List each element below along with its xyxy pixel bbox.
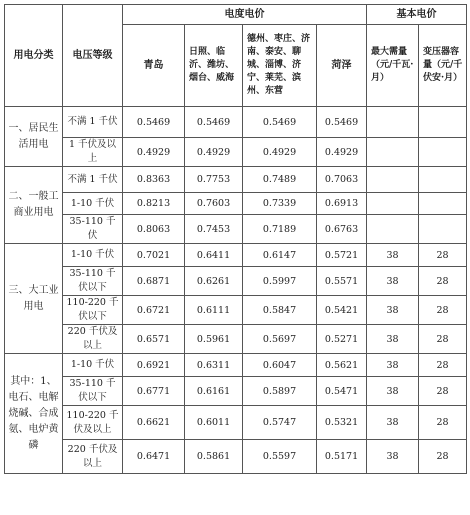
transformer-capacity-cell: 28 [419,296,467,325]
price-cell: 0.5571 [317,267,367,296]
price-cell: 0.5469 [123,107,185,138]
category-cell: 一、居民生活用电 [5,107,63,167]
max-demand-cell: 38 [367,267,419,296]
price-cell: 0.5171 [317,440,367,474]
table-row [5,107,467,138]
max-demand-cell: 38 [367,406,419,440]
price-cell: 0.5861 [185,440,243,474]
voltage-cell: 220 千伏及以上 [63,325,123,354]
price-cell: 0.5897 [243,377,317,406]
voltage-cell: 110-220 千伏及以上 [63,406,123,440]
table-row [5,354,467,377]
price-cell: 0.6763 [317,215,367,244]
voltage-cell: 1-10 千伏 [63,193,123,215]
price-cell: 0.5997 [243,267,317,296]
voltage-cell: 35-110 千伏以下 [63,377,123,406]
price-cell: 0.5271 [317,325,367,354]
price-cell: 0.5469 [317,107,367,138]
max-demand-cell: 38 [367,440,419,474]
table-row [5,296,467,325]
voltage-cell: 1-10 千伏 [63,244,123,267]
price-cell: 0.7603 [185,193,243,215]
price-cell: 0.5721 [317,244,367,267]
header-region-heze: 菏泽 [317,25,367,107]
price-cell: 0.6721 [123,296,185,325]
price-cell: 0.6471 [123,440,185,474]
voltage-cell: 不满 1 千伏 [63,107,123,138]
table-row [5,244,467,267]
max-demand-cell: 38 [367,244,419,267]
header-energy-price: 电度电价 [123,5,367,25]
header-region-dezhou: 德州、枣庄、济南、泰安、聊城、淄博、济宁、莱芜、滨州、东营 [243,25,317,107]
price-cell: 0.8063 [123,215,185,244]
transformer-capacity-cell [419,167,467,193]
table-row [5,193,467,215]
header-transformer-capacity: 变压器容量（元/千伏安·月） [419,25,467,107]
max-demand-cell [367,138,419,167]
price-cell: 0.5321 [317,406,367,440]
table-row [5,377,467,406]
header-basic-price: 基本电价 [367,5,467,25]
category-cell: 三、大工业用电 [5,244,63,354]
price-cell: 0.6621 [123,406,185,440]
voltage-cell: 35-110 千伏以下 [63,267,123,296]
voltage-cell: 220 千伏及以上 [63,440,123,474]
price-cell: 0.7453 [185,215,243,244]
price-cell: 0.6871 [123,267,185,296]
category-cell: 二、一般工商业用电 [5,167,63,244]
transformer-capacity-cell: 28 [419,377,467,406]
price-cell: 0.5847 [243,296,317,325]
voltage-cell: 不满 1 千伏 [63,167,123,193]
max-demand-cell: 38 [367,296,419,325]
table-row [5,267,467,296]
transformer-capacity-cell: 28 [419,325,467,354]
price-cell: 0.5961 [185,325,243,354]
max-demand-cell: 38 [367,377,419,406]
price-cell: 0.7489 [243,167,317,193]
transformer-capacity-cell: 28 [419,354,467,377]
table-row [5,406,467,440]
voltage-cell: 1 千伏及以上 [63,138,123,167]
price-cell: 0.7021 [123,244,185,267]
price-cell: 0.7063 [317,167,367,193]
table-row [5,167,467,193]
price-cell: 0.6411 [185,244,243,267]
price-table-container [4,4,466,474]
price-cell: 0.6161 [185,377,243,406]
table-row [5,138,467,167]
price-cell: 0.6771 [123,377,185,406]
price-cell: 0.5597 [243,440,317,474]
max-demand-cell: 38 [367,354,419,377]
price-cell: 0.6011 [185,406,243,440]
voltage-cell: 1-10 千伏 [63,354,123,377]
transformer-capacity-cell [419,215,467,244]
price-cell: 0.4929 [243,138,317,167]
table-row [5,440,467,474]
header-max-demand: 最大需量（元/千瓦·月） [367,25,419,107]
price-cell: 0.6921 [123,354,185,377]
price-cell: 0.4929 [185,138,243,167]
category-cell: 其中：1、电石、电解烧碱、合成氨、电炉黄磷 [5,354,63,474]
price-cell: 0.4929 [317,138,367,167]
transformer-capacity-cell: 28 [419,406,467,440]
header-category: 用电分类 [5,5,63,107]
max-demand-cell: 38 [367,325,419,354]
price-cell: 0.8213 [123,193,185,215]
price-cell: 0.6913 [317,193,367,215]
price-cell: 0.5421 [317,296,367,325]
max-demand-cell [367,167,419,193]
price-cell: 0.6571 [123,325,185,354]
transformer-capacity-cell: 28 [419,267,467,296]
max-demand-cell [367,193,419,215]
header-voltage: 电压等级 [63,5,123,107]
electricity-price-table [4,4,467,474]
table-row [5,215,467,244]
transformer-capacity-cell: 28 [419,440,467,474]
header-row-1 [5,5,467,25]
max-demand-cell [367,215,419,244]
price-cell: 0.5471 [317,377,367,406]
price-cell: 0.6111 [185,296,243,325]
price-cell: 0.6261 [185,267,243,296]
price-cell: 0.6047 [243,354,317,377]
price-cell: 0.7753 [185,167,243,193]
voltage-cell: 110-220 千伏以下 [63,296,123,325]
transformer-capacity-cell: 28 [419,244,467,267]
header-region-qingdao: 青岛 [123,25,185,107]
price-cell: 0.7339 [243,193,317,215]
price-cell: 0.5469 [243,107,317,138]
voltage-cell: 35-110 千伏 [63,215,123,244]
price-cell: 0.5621 [317,354,367,377]
price-cell: 0.5469 [185,107,243,138]
transformer-capacity-cell [419,193,467,215]
price-cell: 0.6311 [185,354,243,377]
price-cell: 0.4929 [123,138,185,167]
table-row [5,325,467,354]
price-cell: 0.6147 [243,244,317,267]
transformer-capacity-cell [419,107,467,138]
transformer-capacity-cell [419,138,467,167]
max-demand-cell [367,107,419,138]
price-cell: 0.5697 [243,325,317,354]
header-region-rizhao: 日照、临沂、潍坊、烟台、威海 [185,25,243,107]
price-cell: 0.5747 [243,406,317,440]
price-cell: 0.7189 [243,215,317,244]
price-cell: 0.8363 [123,167,185,193]
